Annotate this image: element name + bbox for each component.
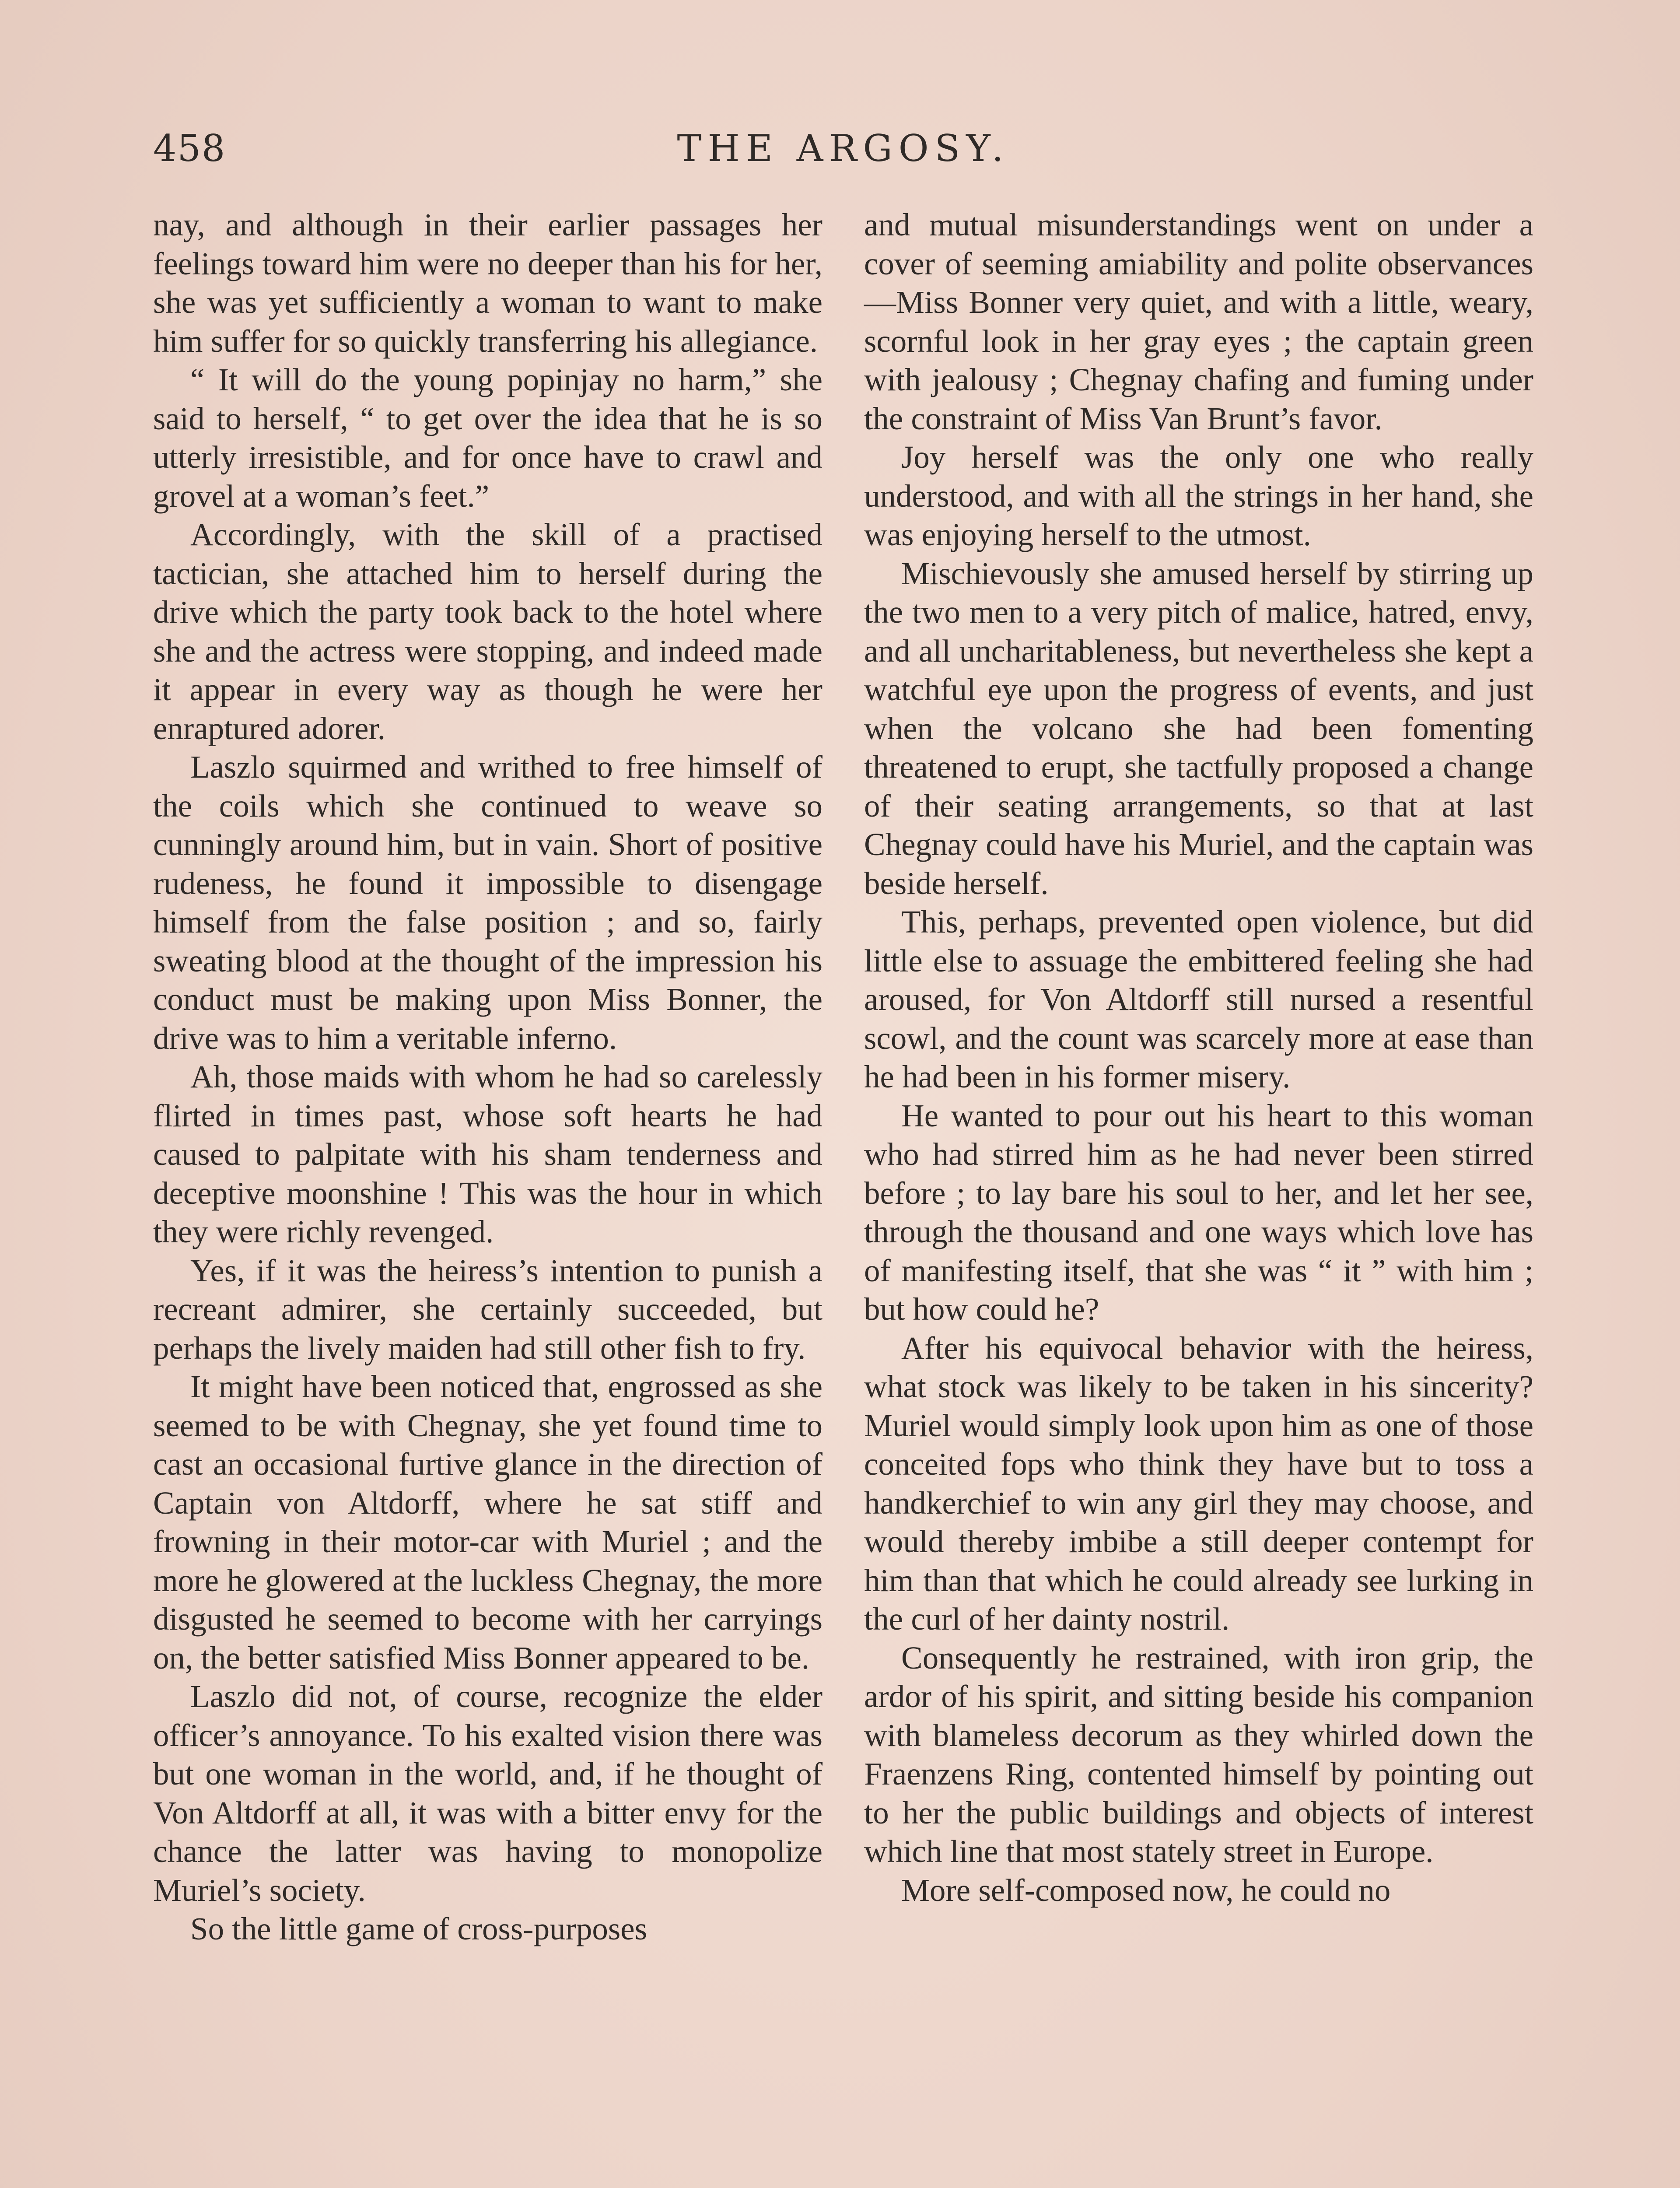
paragraph: Ah, those maids with whom he had so carelessly flirted in times past, whose soft hearts he had caused to palpitate with his sham tenderness and deceptive moonshine ! This was the hour in which they were richly revenged.	[153, 1059, 822, 1249]
paragraph: Laszlo did not, of course, recognize the elder officer’s annoyance. To his exalted vision there was but one woman in the world, and, if he thought of Von Altdorff at all, it was with a bitter envy for the chance the latter was having to monopolize Muriel’s society.	[153, 1679, 822, 1908]
paragraph: Joy herself was the only one who really understood, and with all the strings in her hand, she was enjoying herself to the utmost.	[864, 439, 1533, 552]
left-column	[153, 206, 822, 1949]
paragraph: It might have been noticed that, engrossed as she seemed to be with Chegnay, she yet found time to cast an occasional furtive glance in the direction of Captain von Altdorff, where he sat stiff and frowning in their motor-car with Muriel ; and the more he glowered at the luckless Chegnay, the more disgusted he seemed to become with her carryings on, the better satisfied Miss Bonner appeared to be.	[153, 1369, 822, 1676]
page-header	[153, 127, 1533, 184]
paragraph: and mutual misunderstandings went on under a cover of seeming amiability and polite observances—Miss Bonner very quiet, and with a little, weary, scornful look in her gray eyes ; the captain green with jealousy ; Chegnay chafing and fuming under the constraint of Miss Van Brunt’s favor.	[864, 207, 1533, 436]
paragraph: Laszlo squirmed and writhed to free himself of the coils which she continued to weave so cunningly around him, but in vain. Short of positive rudeness, he found it impossible to disengage himself from the false position ; and so, fairly sweating blood at the thought of the impression his conduct must be making upon Miss Bonner, the drive was to him a veritable inferno.	[153, 749, 822, 1056]
paragraph: “ It will do the young popinjay no harm,” she said to herself, “ to get over the idea that he is so utterly irresistible, and for once have to crawl and grovel at a woman’s feet.”	[153, 362, 822, 514]
paragraph: Mischievously she amused herself by stirring up the two men to a very pitch of malice, hatred, envy, and all uncharitableness, but nevertheless she kept a watchful eye upon the progress of events, and just when the volcano she had been fomenting threatened to erupt, she tactfully proposed a change of their seating arrangements, so that at last Chegnay could have his Muriel, and the captain was beside herself.	[864, 555, 1533, 901]
paragraph: So the little game of cross-purposes	[190, 1911, 648, 1946]
paragraph: He wanted to pour out his heart to this woman who had stirred him as he had never been stirred before ; to lay bare his soul to her, and let her see, through the thousand and one ways which love has of manifesting itself, that she was “ it ” with him ; but how could he?	[864, 1098, 1533, 1327]
paragraph: nay, and although in their earlier passages her feelings toward him were no deeper than his for her, she was yet sufficiently a woman to want to make him suffer for so quickly transferring his allegiance.	[153, 207, 822, 359]
page-number: 458	[153, 127, 226, 170]
paragraph: Accordingly, with the skill of a practised tactician, she attached him to herself during the drive which the party took back to the hotel where she and the actress were stopping, and indeed made it appear in every way as though he were her enraptured adorer.	[153, 517, 822, 746]
paragraph: Consequently he restrained, with iron grip, the ardor of his spirit, and sitting beside his companion with blameless decorum as they whirled down the Fraenzens Ring, contented himself by pointing out to her the public buildings and objects of interest which line that most stately street in Europe.	[864, 1640, 1533, 1869]
paragraph: More self-composed now, he could no	[901, 1872, 1391, 1908]
paragraph: After his equivocal behavior with the heiress, what stock was likely to be taken in his sincerity? Muriel would simply look upon him as one of those conceited fops who think they have but to toss a handkerchief to win any girl they may choose, and would thereby imbibe a still deeper contempt for him than that which he could already see lurking in the curl of her dainty nostril.	[864, 1330, 1533, 1637]
running-head: THE ARGOSY.	[677, 127, 1010, 170]
paragraph: This, perhaps, prevented open violence, but did little else to assuage the embittered feeling she had aroused, for Von Altdorff still nursed a resentful scowl, and the count was scarcely more at ease than he had been in his former misery.	[864, 904, 1533, 1094]
right-column	[864, 206, 1533, 1910]
paragraph: Yes, if it was the heiress’s intention to punish a recreant admirer, she certainly succeeded, but perhaps the lively maiden had still other fish to fry.	[153, 1252, 822, 1366]
